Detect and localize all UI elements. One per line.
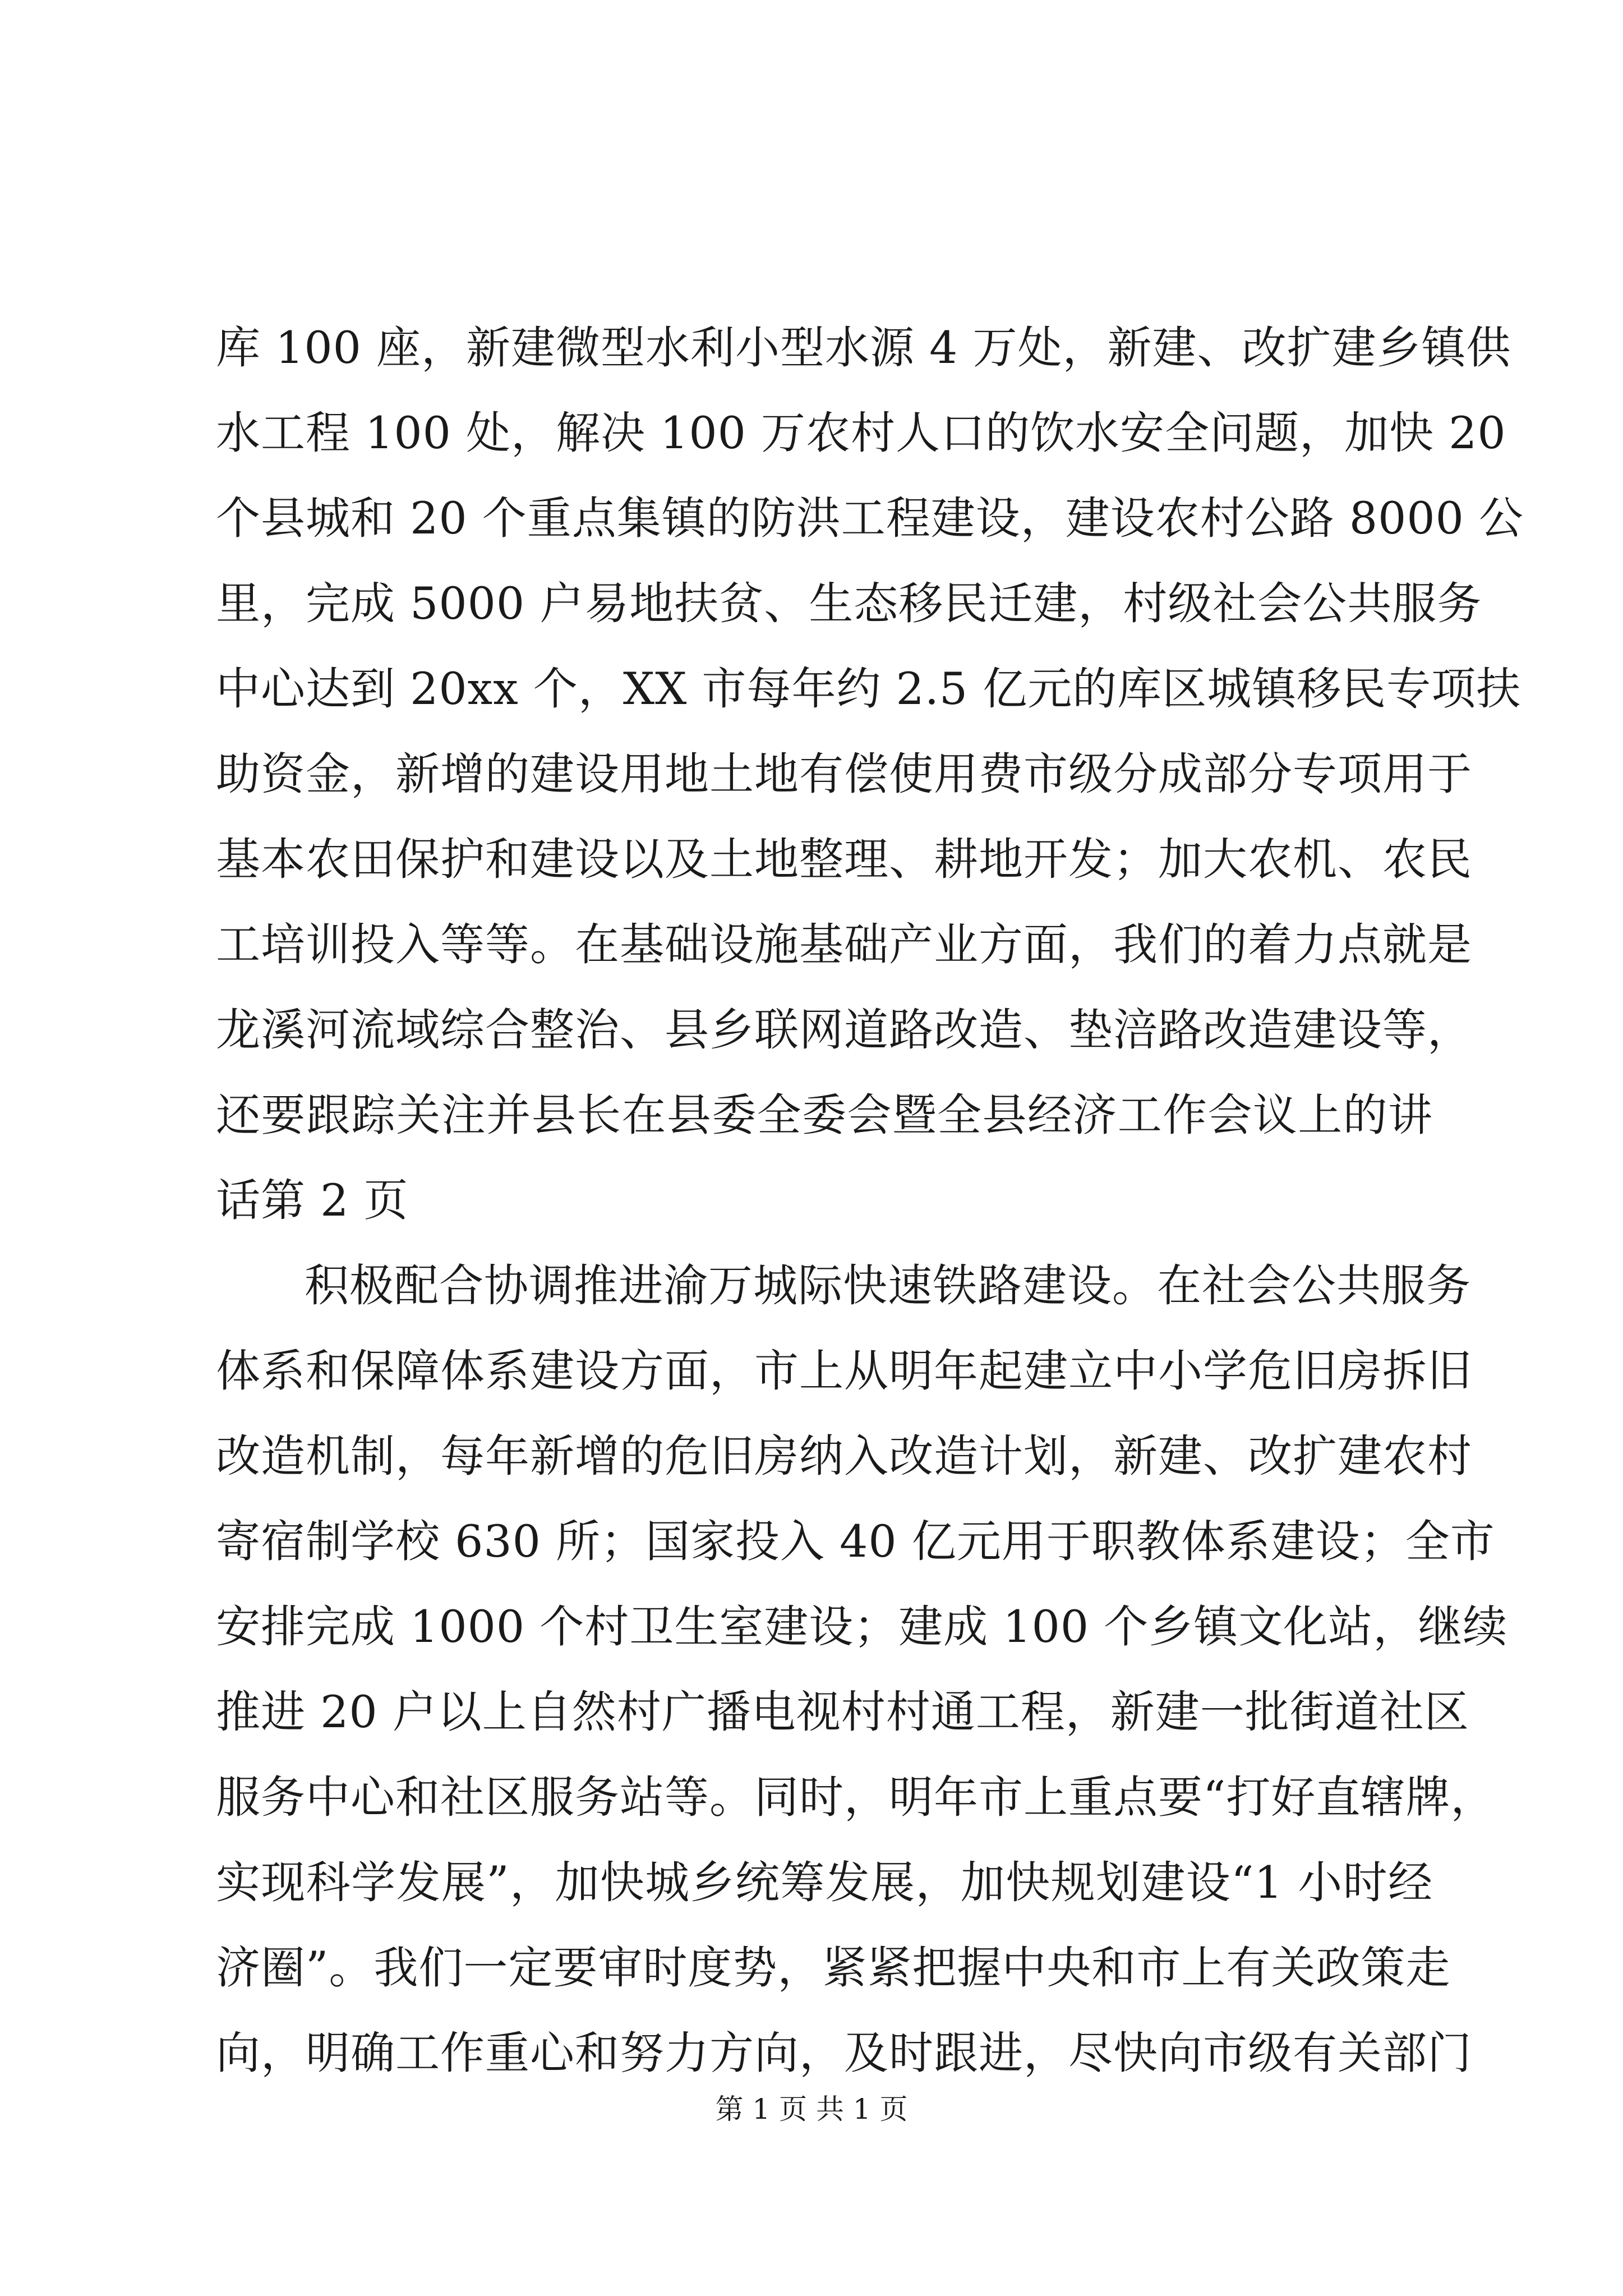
text-line: 安排完成 1000 个村卫生室建设；建成 100 个乡镇文化站，继续 — [216, 1601, 1508, 1653]
text-line: 推进 20 户以上自然村广播电视村村通工程，新建一批街道社区 — [216, 1686, 1469, 1738]
text-line: 工培训投入等等。在基础设施基础产业方面，我们的着力点就是 — [216, 919, 1472, 970]
text-line: 助资金，新增的建设用地土地有偿使用费市级分成部分专项用于 — [216, 748, 1472, 800]
text-line: 基本农田保护和建设以及土地整理、耕地开发；加大农机、农民 — [216, 834, 1472, 885]
text-line: 水工程 100 处，解决 100 万农村人口的饮水安全问题，加快 20 — [216, 407, 1506, 459]
text-line: 里，完成 5000 户易地扶贫、生态移民迁建，村级社会公共服务 — [216, 578, 1482, 629]
text-line: 济圈”。我们一定要审时度势，紧紧把握中央和市上有关政策走 — [216, 1942, 1451, 1994]
text-line: 改造机制，每年新增的危旧房纳入改造计划，新建、改扩建农村 — [216, 1430, 1472, 1482]
text-line: 寄宿制学校 630 所；国家投入 40 亿元用于职教体系建设；全市 — [216, 1516, 1495, 1567]
paragraph-first-line: 积极配合协调推进渝万城际快速铁路建设。在社会公共服务 — [305, 1260, 1471, 1312]
text-line: 中心达到 20xx 个，XX 市每年约 2.5 亿元的库区城镇移民专项扶 — [216, 663, 1521, 715]
text-line: 话第 2 页 — [216, 1175, 409, 1226]
text-line: 个县城和 20 个重点集镇的防洪工程建设，建设农村公路 8000 公 — [216, 493, 1524, 544]
text-line: 服务中心和社区服务站等。同时，明年市上重点要“打好直辖牌， — [216, 1772, 1496, 1823]
text-line: 还要跟踪关注并县长在县委全委会暨全县经济工作会议上的讲 — [216, 1089, 1433, 1141]
text-line: 库 100 座，新建微型水利小型水源 4 万处，新建、改扩建乡镇供 — [216, 322, 1511, 374]
text-line: 龙溪河流域综合整治、县乡联网道路改造、垫涪路改造建设等， — [216, 1004, 1472, 1056]
text-line: 实现科学发展”，加快城乡统筹发展，加快规划建设“1 小时经 — [216, 1857, 1433, 1908]
text-line: 体系和保障体系建设方面，市上从明年起建立中小学危旧房拆旧 — [216, 1345, 1472, 1397]
page-number-footer: 第 1 页 共 1 页 — [715, 2093, 908, 2125]
text-line: 向，明确工作重心和努力方向，及时跟进，尽快向市级有关部门 — [216, 2027, 1472, 2079]
